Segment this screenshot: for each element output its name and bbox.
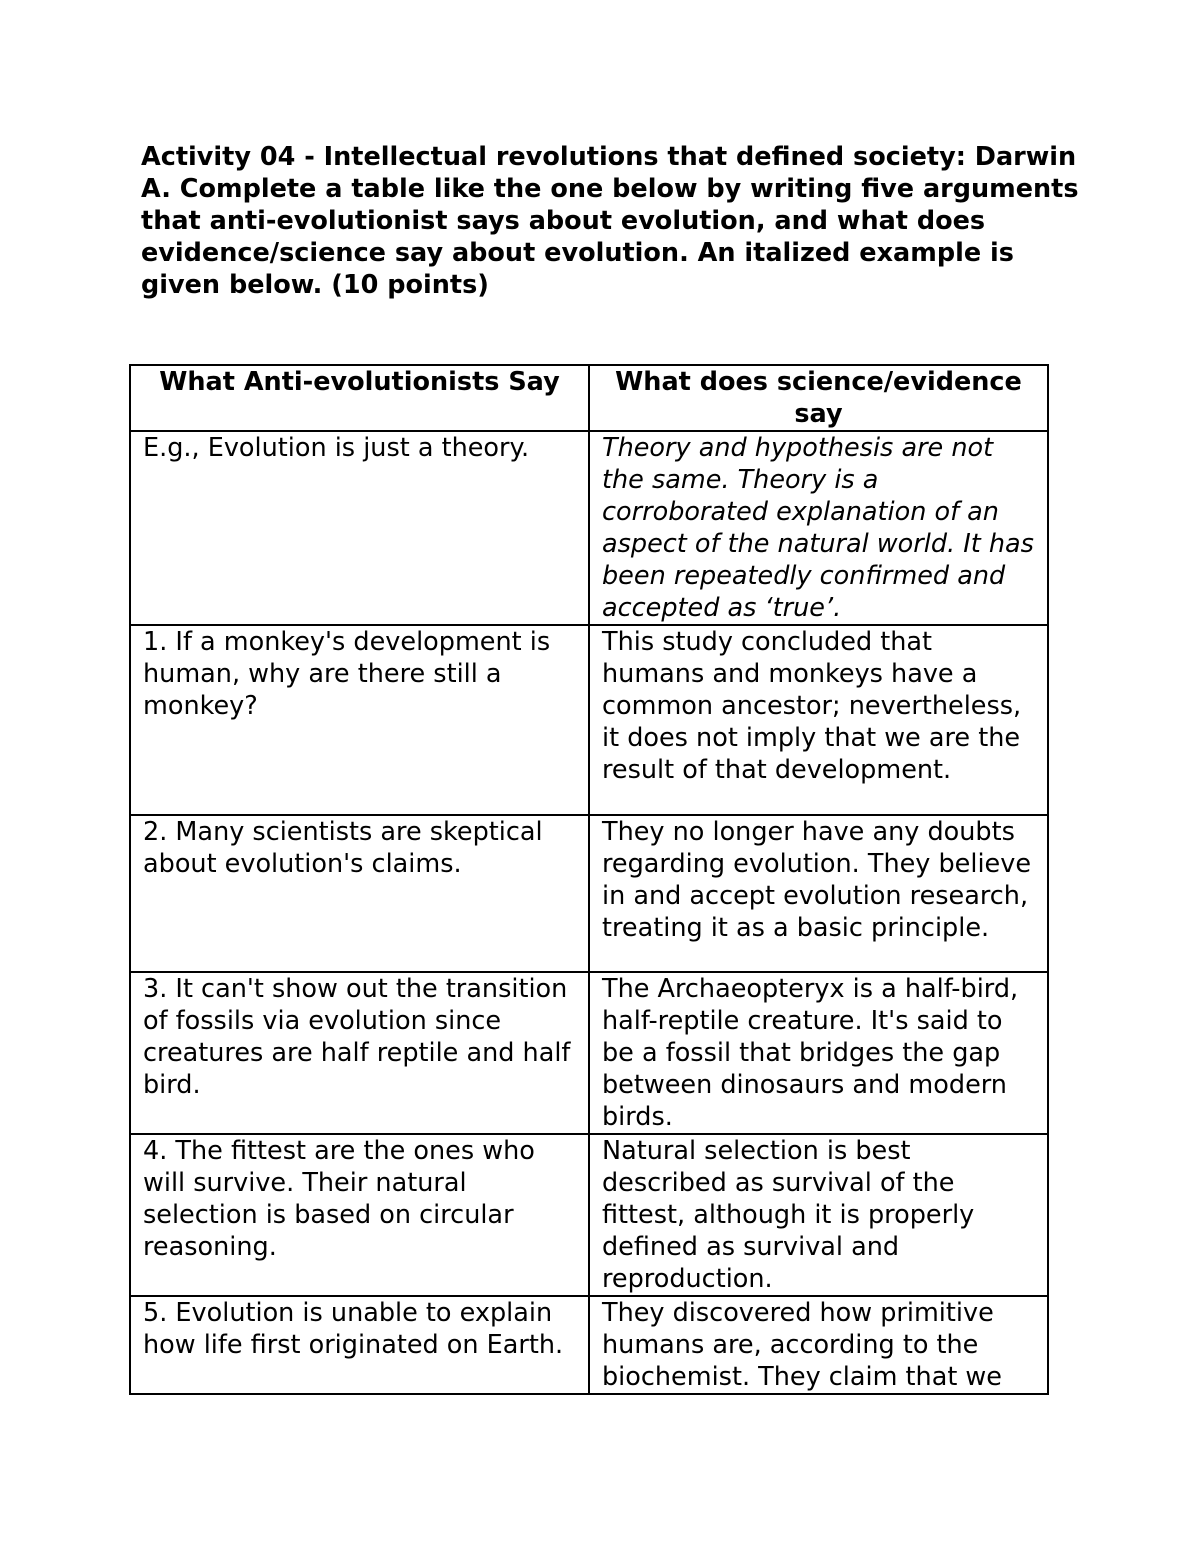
comparison-table — [129, 364, 1049, 1395]
claim-cell: 3. It can't show out the transition of fossils via evolution since creatures are half reptile and half bird. — [130, 972, 589, 1134]
table-header-row — [130, 365, 1048, 431]
column-header-science-evidence: What does science/evidence say — [589, 365, 1048, 431]
claim-cell: 4. The fittest are the ones who will survive. Their natural selection is based on circular reasoning. — [130, 1134, 589, 1296]
table-row — [130, 1134, 1048, 1296]
table-row — [130, 815, 1048, 972]
table-row — [130, 625, 1048, 815]
column-header-anti-evolutionists: What Anti-evolutionists Say — [130, 365, 589, 431]
table-row — [130, 972, 1048, 1134]
response-cell: Natural selection is best described as survival of the fittest, although it is properly defined as survival and reproduction. — [589, 1134, 1048, 1296]
claim-cell: 2. Many scientists are skeptical about evolution's claims. — [130, 815, 589, 972]
example-claim-cell: E.g., Evolution is just a theory. — [130, 431, 589, 625]
response-cell: They no longer have any doubts regarding evolution. They believe in and accept evolution research, treating it as a basic principle. — [589, 815, 1048, 972]
activity-instructions: A. Complete a table like the one below by writing five arguments that anti-evolutionist says about evolution, and what does evidence/science say about evolution. An italized example is given below. (10 points) — [141, 174, 1079, 300]
table-row-example — [130, 431, 1048, 625]
claim-cell: 1. If a monkey's development is human, why are there still a monkey? — [130, 625, 589, 815]
activity-title: Activity 04 - Intellectual revolutions that defined society: Darwin — [141, 142, 1077, 172]
example-response-cell: Theory and hypothesis are not the same. Theory is a corroborated explanation of an aspect of the natural world. It has been repeatedly confirmed and accepted as ‘true’. — [589, 431, 1048, 625]
table-row — [130, 1296, 1048, 1394]
activity-heading — [141, 141, 1101, 301]
response-cell: This study concluded that humans and monkeys have a common ancestor; nevertheless, it does not imply that we are the result of that development. — [589, 625, 1048, 815]
claim-cell: 5. Evolution is unable to explain how life first originated on Earth. — [130, 1296, 589, 1394]
response-cell: The Archaeopteryx is a half-bird, half-reptile creature. It's said to be a fossil that bridges the gap between dinosaurs and modern birds. — [589, 972, 1048, 1134]
response-cell: They discovered how primitive humans are, according to the biochemist. They claim that we — [589, 1296, 1048, 1394]
